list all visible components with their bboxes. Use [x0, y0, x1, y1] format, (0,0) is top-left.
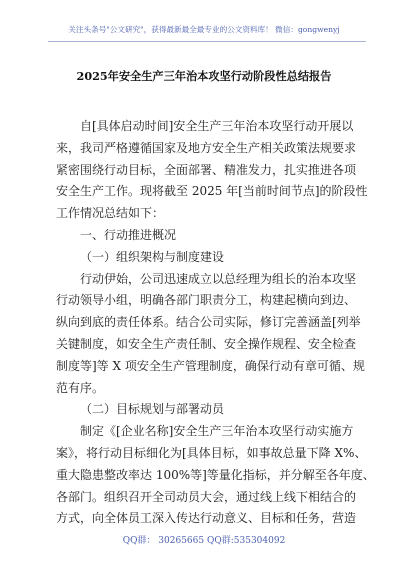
paragraph-line: 自[具体启动时间]安全生产三年治本攻坚行动开展以	[80, 119, 354, 133]
paragraph-line: 范有序。	[56, 380, 105, 395]
paragraph-line: 制度等]等 X 项安全生产管理制度，确保行动有章可循、规	[56, 358, 365, 373]
paragraph-line: 行动伊始，公司迅速成立以总经理为组长的治本攻坚	[80, 271, 357, 286]
paragraph-line: 关键制度，如安全生产责任制、安全操作规程、安全检查	[56, 336, 357, 351]
section-heading: 一、行动推进概况	[80, 227, 177, 242]
subsection-heading: （二）目标规划与部署动员	[80, 402, 225, 417]
paragraph-line: 案》，将行动目标细化为[具体目标，如事故总量下降 X%、	[56, 445, 367, 460]
paragraph-line: 纵向到底的责任体系。结合公司实际，修订完善涵盖[列举	[56, 315, 361, 330]
paragraph-line: 来，我司严格遵循国家及地方安全生产相关政策法规要求	[56, 140, 357, 155]
paragraph-line: 重大隐患整改率达 100%等]等量化指标，并分解至各年度、	[56, 467, 375, 482]
document-title: 2025年安全生产三年治本攻坚行动阶段性总结报告	[76, 69, 332, 83]
paragraph-line: 安全生产工作。现将截至 2025 年[当前时间节点]的阶段性	[56, 184, 368, 199]
header-divider	[48, 41, 366, 42]
paragraph-line: 制定《[企业名称]安全生产三年治本攻坚行动实施方	[80, 424, 354, 439]
document-body	[56, 116, 375, 530]
subsection-heading: （一）组织架构与制度建设	[80, 249, 225, 264]
paragraph-line: 行动领导小组，明确各部门职责分工，构建起横向到边、	[56, 293, 357, 308]
paragraph-line: 紧密围绕行动目标，全面部署、精准发力，扎实推进各项	[56, 162, 357, 177]
paragraph-line: 各部门。组织召开全司动员大会，通过线上线下相结合的	[56, 489, 357, 504]
footer-qq-groups: QQ群： 30265665 QQ群:535304092	[122, 536, 286, 546]
paragraph-line: 方式，向全体员工深入传达行动意义、目标和任务，营造	[56, 511, 357, 526]
header-note: 关注头条号"公文研究"，获得最新最全最专业的公文资料库！ 微信：gongwenyj	[68, 25, 340, 34]
paragraph-line: 工作情况总结如下：	[56, 206, 165, 221]
